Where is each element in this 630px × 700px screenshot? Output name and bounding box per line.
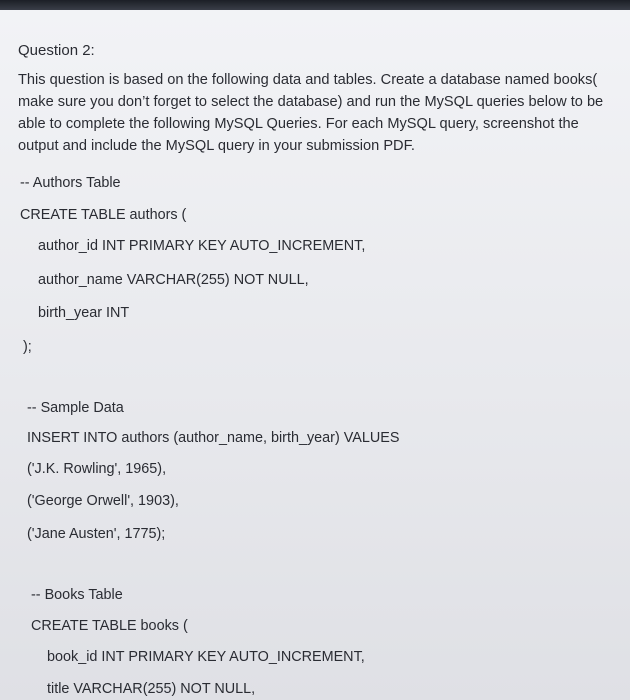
question-title: Question 2: <box>18 42 95 59</box>
paragraph-line-2: make sure you don’t forget to select the database) and run the MySQL queries below to be <box>18 94 604 110</box>
screen <box>0 10 630 700</box>
books-column-title: title VARCHAR(255) NOT NULL, <box>47 681 256 697</box>
sample-data-comment: -- Sample Data <box>27 400 124 416</box>
question-document <box>0 10 630 700</box>
authors-create-statement: CREATE TABLE authors ( <box>20 207 187 223</box>
insert-row-3: ('Jane Austen', 1775); <box>27 526 166 542</box>
paragraph-line-1: This question is based on the following data and tables. Create a database named books( <box>18 72 598 88</box>
insert-row-2: ('George Orwell', 1903), <box>27 493 179 509</box>
books-create-statement: CREATE TABLE books ( <box>31 618 188 634</box>
authors-comment: -- Authors Table <box>20 175 121 191</box>
books-comment: -- Books Table <box>31 587 123 603</box>
books-column-book-id: book_id INT PRIMARY KEY AUTO_INCREMENT, <box>47 649 365 665</box>
authors-column-birth-year: birth_year INT <box>38 305 130 321</box>
authors-close: ); <box>23 339 32 355</box>
paragraph-line-4: output and include the MySQL query in your submission PDF. <box>18 138 415 154</box>
insert-statement: INSERT INTO authors (author_name, birth_year) VALUES <box>27 430 400 446</box>
paragraph-line-3: able to complete the following MySQL Queries. For each MySQL query, screenshot the <box>18 116 579 132</box>
authors-column-author-name: author_name VARCHAR(255) NOT NULL, <box>38 272 309 288</box>
monitor-bezel <box>0 0 630 10</box>
authors-column-author-id: author_id INT PRIMARY KEY AUTO_INCREMENT, <box>38 238 366 254</box>
insert-row-1: ('J.K. Rowling', 1965), <box>27 461 167 477</box>
